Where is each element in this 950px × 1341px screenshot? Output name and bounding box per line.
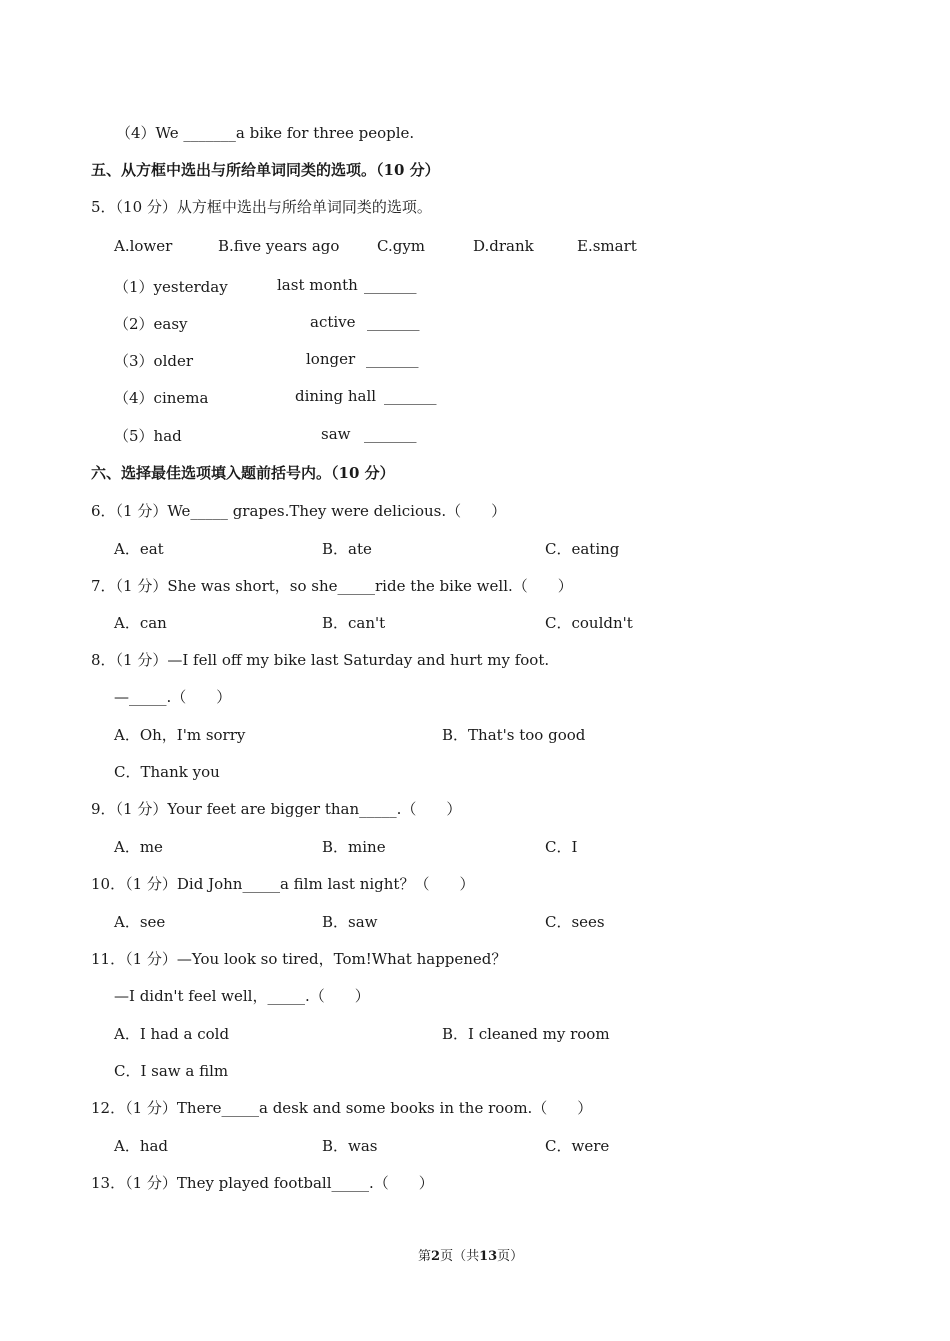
question-13-stem: 13．（1 分）They played football_____.（ ） xyxy=(91,1174,434,1192)
row-3-word: longer xyxy=(306,350,356,368)
question-7-stem: 7．（1 分）She was short，so she_____ride the bike well.（ ） xyxy=(91,577,573,595)
footer-total-pages: 13 xyxy=(479,1249,498,1264)
q9-option-c[interactable]: C．I xyxy=(545,838,578,856)
row-2-label: （2）easy xyxy=(114,315,188,333)
option-a: A.lower xyxy=(114,237,173,255)
row-5-word: saw xyxy=(321,425,351,443)
question-8-stem: 8．（1 分）—I fell off my bike last Saturday and hurt my foot. xyxy=(91,651,550,669)
footer-prefix: 第 xyxy=(418,1249,432,1264)
q9-option-b[interactable]: B．mine xyxy=(322,838,386,856)
q8-option-c[interactable]: C．Thank you xyxy=(114,763,220,781)
q6-option-c[interactable]: C．eating xyxy=(545,540,620,558)
row-1-word: last month xyxy=(277,276,358,294)
question-6-stem: 6．（1 分）We_____ grapes.They were delicious.（ ） xyxy=(91,502,507,520)
question-4-sentence: （4）We _______a bike for three people. xyxy=(116,124,415,142)
footer-suffix: 页） xyxy=(497,1249,524,1264)
q11-option-c[interactable]: C．I saw a film xyxy=(114,1062,229,1080)
option-b: B.five years ago xyxy=(218,237,340,255)
row-2-word: active xyxy=(310,313,356,331)
q6-option-b[interactable]: B．ate xyxy=(322,540,372,558)
footer-page-number: 2 xyxy=(431,1249,441,1264)
q11-option-a[interactable]: A．I had a cold xyxy=(114,1025,230,1043)
q10-option-b[interactable]: B．saw xyxy=(322,913,378,931)
q7-option-a[interactable]: A．can xyxy=(114,614,167,632)
q8-option-a[interactable]: A．Oh，I'm sorry xyxy=(114,726,246,744)
row-2-blank[interactable]: _______ xyxy=(367,313,420,331)
q6-option-a[interactable]: A．eat xyxy=(114,540,164,558)
option-d: D.drank xyxy=(473,237,534,255)
section-5-heading: 五、从方框中选出与所给单词同类的选项。（10 分） xyxy=(91,161,440,179)
q12-option-b[interactable]: B．was xyxy=(322,1137,378,1155)
question-8-reply: —_____.（ ） xyxy=(114,688,232,706)
row-1-blank[interactable]: _______ xyxy=(364,276,417,294)
q7-option-c[interactable]: C．couldn't xyxy=(545,614,633,632)
footer-middle: 页（共 xyxy=(440,1249,480,1264)
row-1-label: （1）yesterday xyxy=(114,278,228,296)
option-e: E.smart xyxy=(577,237,637,255)
q10-option-c[interactable]: C．sees xyxy=(545,913,605,931)
q7-option-b[interactable]: B．can't xyxy=(322,614,386,632)
q11-option-b[interactable]: B．I cleaned my room xyxy=(442,1025,610,1043)
question-11-reply: —I didn't feel well，_____.（ ） xyxy=(114,987,370,1005)
question-10-stem: 10．（1 分）Did John_____a film last night？（ ） xyxy=(91,875,475,893)
row-4-label: （4）cinema xyxy=(114,389,209,407)
page-footer xyxy=(418,1245,523,1264)
question-9-stem: 9．（1 分）Your feet are bigger than_____.（ ） xyxy=(91,800,462,818)
section-6-heading: 六、选择最佳选项填入题前括号内。（10 分） xyxy=(91,464,395,482)
question-5-stem: 5．（10 分）从方框中选出与所给单词同类的选项。 xyxy=(91,198,432,216)
option-c: C.gym xyxy=(377,237,426,255)
row-4-word: dining hall xyxy=(295,387,377,405)
row-5-blank[interactable]: _______ xyxy=(364,425,417,443)
row-5-label: （5）had xyxy=(114,427,182,445)
row-3-blank[interactable]: _______ xyxy=(366,350,419,368)
q9-option-a[interactable]: A．me xyxy=(114,838,163,856)
question-12-stem: 12．（1 分）There_____a desk and some books in the room.（ ） xyxy=(91,1099,593,1117)
question-11-stem: 11．（1 分）—You look so tired，Tom!What happened？ xyxy=(91,950,507,968)
q8-option-b[interactable]: B．That's too good xyxy=(442,726,586,744)
q12-option-a[interactable]: A．had xyxy=(114,1137,169,1155)
row-3-label: （3）older xyxy=(114,352,194,370)
q10-option-a[interactable]: A．see xyxy=(114,913,166,931)
q12-option-c[interactable]: C．were xyxy=(545,1137,610,1155)
row-4-blank[interactable]: _______ xyxy=(384,387,437,405)
